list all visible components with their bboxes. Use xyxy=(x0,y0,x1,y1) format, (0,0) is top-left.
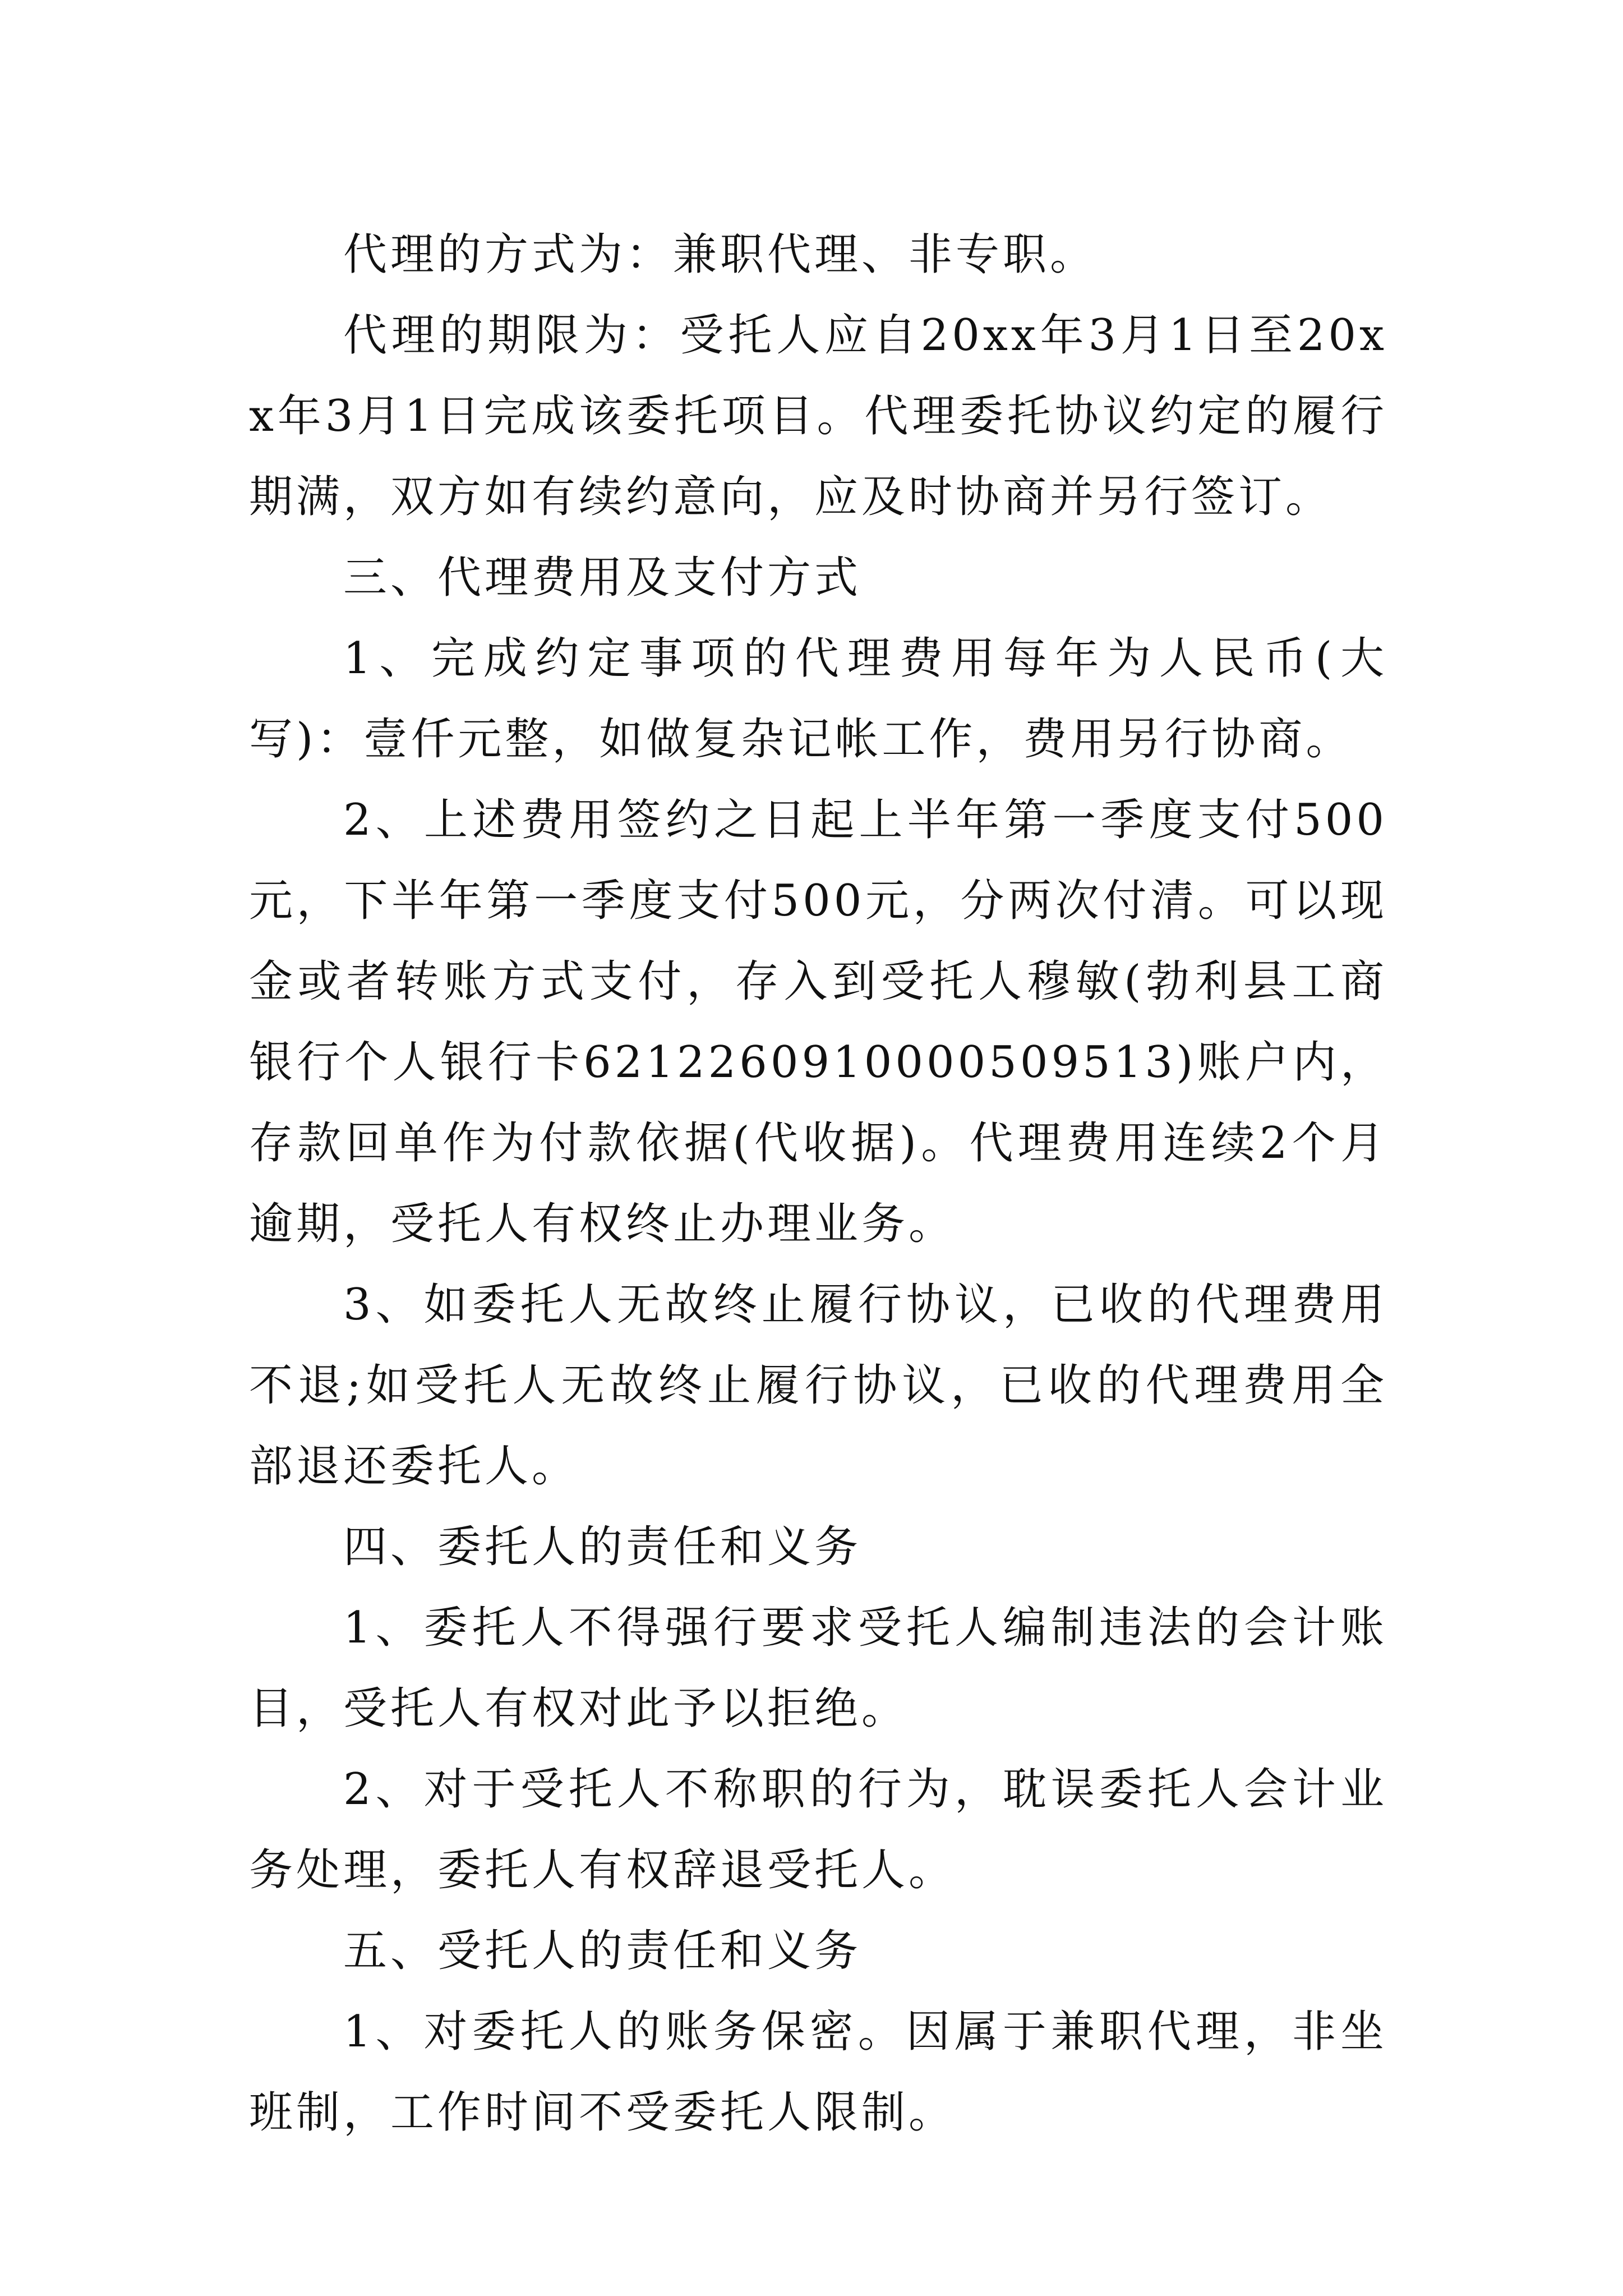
section-heading-agent-duties: 五、受托人的责任和义务 xyxy=(343,1926,862,1976)
paragraph-fee-amount: 1、完成约定事项的代理费用每年为人民币(大写)：壹仟元整，如做复杂记帐工作，费用另行协商。 xyxy=(249,633,1387,765)
paragraph-principal-duty-1: 1、委托人不得强行要求受托人编制违法的会计账目，受托人有权对此予以拒绝。 xyxy=(249,1603,1387,1734)
paragraph-agent-duty-1: 1、对委托人的账务保密。因属于兼职代理，非坐班制，工作时间不受委托人限制。 xyxy=(249,2007,1387,2138)
paragraph-fee-payment: 2、上述费用签约之日起上半年第一季度支付500元，下半年第一季度支付500元，分两次付清。可以现金或者转账方式支付，存入到受托人穆敏(勃利县工商银行个人银行卡6212260910000509513)账户内，存款回单作为付款依据(代收据)。代理费用连续2个月逾期，受托人有权终止办理业务。 xyxy=(249,795,1387,1249)
paragraph-agency-method: 代理的方式为：兼职代理、非专职。 xyxy=(343,229,1098,280)
paragraph-agency-term: 代理的期限为：受托人应自20xx年3月1日至20xx年3月1日完成该委托项目。代理委托协议约定的履行期满，双方如有续约意向，应及时协商并另行签订。 xyxy=(249,310,1387,522)
section-heading-fees: 三、代理费用及支付方式 xyxy=(343,553,862,603)
document-body xyxy=(249,214,1387,2153)
paragraph-termination-refund: 3、如委托人无故终止履行协议，已收的代理费用不退;如受托人无故终止履行协议，已收的代理费用全部退还委托人。 xyxy=(249,1280,1387,1492)
section-heading-principal-duties: 四、委托人的责任和义务 xyxy=(343,1522,862,1572)
paragraph-principal-duty-2: 2、对于受托人不称职的行为，耽误委托人会计业务处理，委托人有权辞退受托人。 xyxy=(249,1764,1387,1895)
